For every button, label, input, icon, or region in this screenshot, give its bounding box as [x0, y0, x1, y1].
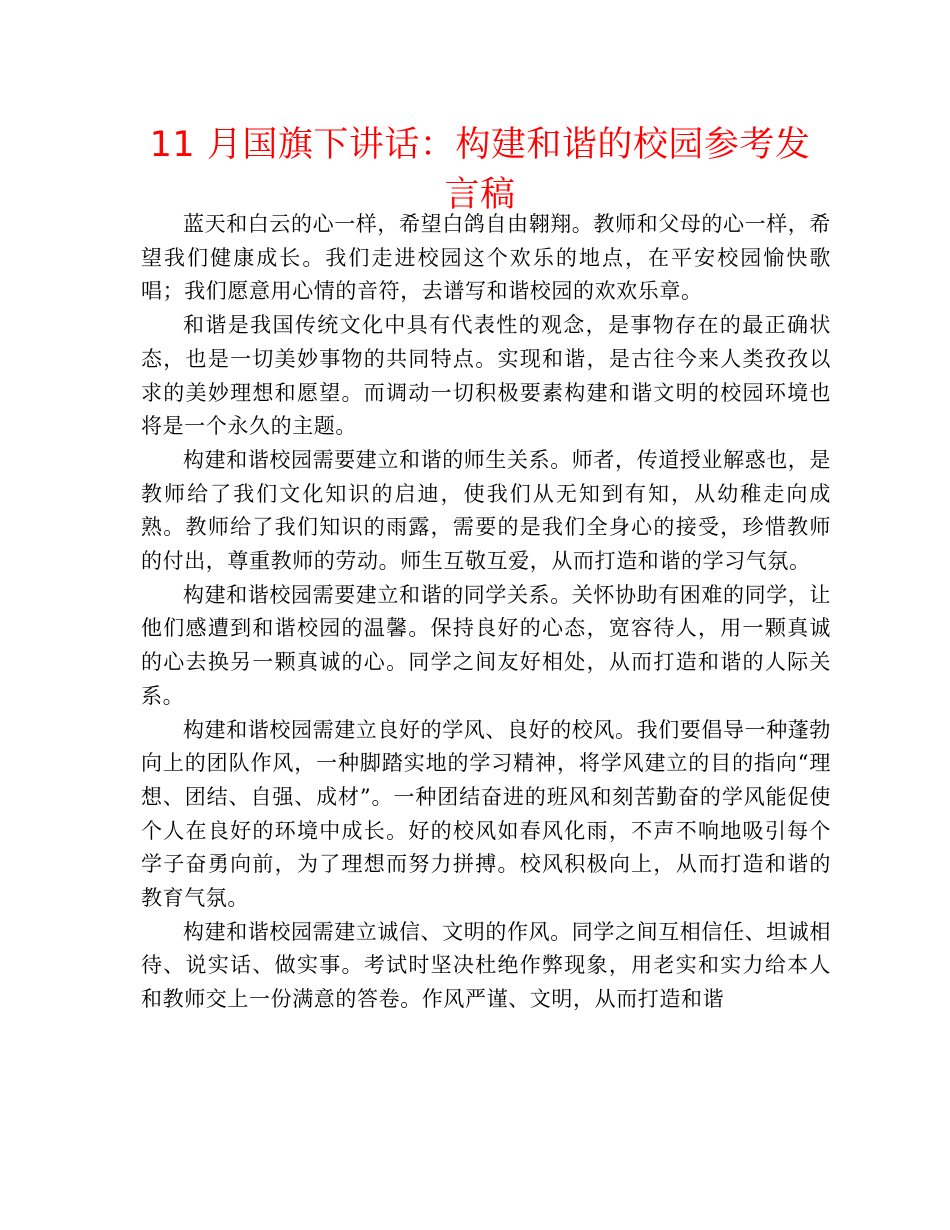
paragraph-2: 和谐是我国传统文化中具有代表性的观念，是事物存在的最正确状态，也是一切美妙事物的共同特点。实现和谐，是古往今来人类孜孜以求的美妙理想和愿望。而调动一切积极要素构建和谐文明的校园环境也将是一个永久的主题。	[141, 313, 831, 439]
paragraph-4: 构建和谐校园需要建立和谐的同学关系。关怀协助有困难的同学，让他们感遭到和谐校园的温馨。保持良好的心态，宽容待人，用一颗真诚的心去换另一颗真诚的心。同学之间友好相处，从而打造和谐的人际关系。	[141, 582, 831, 708]
paragraph-3: 构建和谐校园需要建立和谐的师生关系。师者，传道授业解惑也，是教师给了我们文化知识的启迪，使我们从无知到有知，从幼稚走向成熟。教师给了我们知识的雨露，需要的是我们全身心的接受，珍惜教师的付出，尊重教师的劳动。师生互敬互爱，从而打造和谐的学习气氛。	[141, 447, 831, 574]
paragraph-5: 构建和谐校园需建立良好的学风、良好的校风。我们要倡导一种蓬勃向上的团队作风，一种脚踏实地的学习精神，将学风建立的目的指向“理想、团结、自强、成材”。一种团结奋进的班风和刻苦勤奋的学风能促使个人在良好的环境中成长。好的校风如春风化雨，不声不响地吸引每个学子奋勇向前，为了理想而努力拼搏。校风积极向上，从而打造和谐的教育气氛。	[141, 717, 831, 911]
paragraph-6: 构建和谐校园需建立诚信、文明的作风。同学之间互相信任、坦诚相待、说实话、做实事。考试时坚决杜绝作弊现象，用老实和实力给本人和教师交上一份满意的答卷。作风严谨、文明，从而打造和谐	[141, 919, 831, 1012]
paragraph-1: 蓝天和白云的心一样，希望白鸽自由翱翔。教师和父母的心一样，希望我们健康成长。我们走进校园这个欢乐的地点，在平安校园愉快歌唱；我们愿意用心情的音符，去谱写和谐校园的欢欢乐章。	[141, 212, 831, 304]
document-title: 11 月国旗下讲话：构建和谐的校园参考发言稿	[149, 125, 811, 215]
document-body	[141, 208, 831, 1017]
